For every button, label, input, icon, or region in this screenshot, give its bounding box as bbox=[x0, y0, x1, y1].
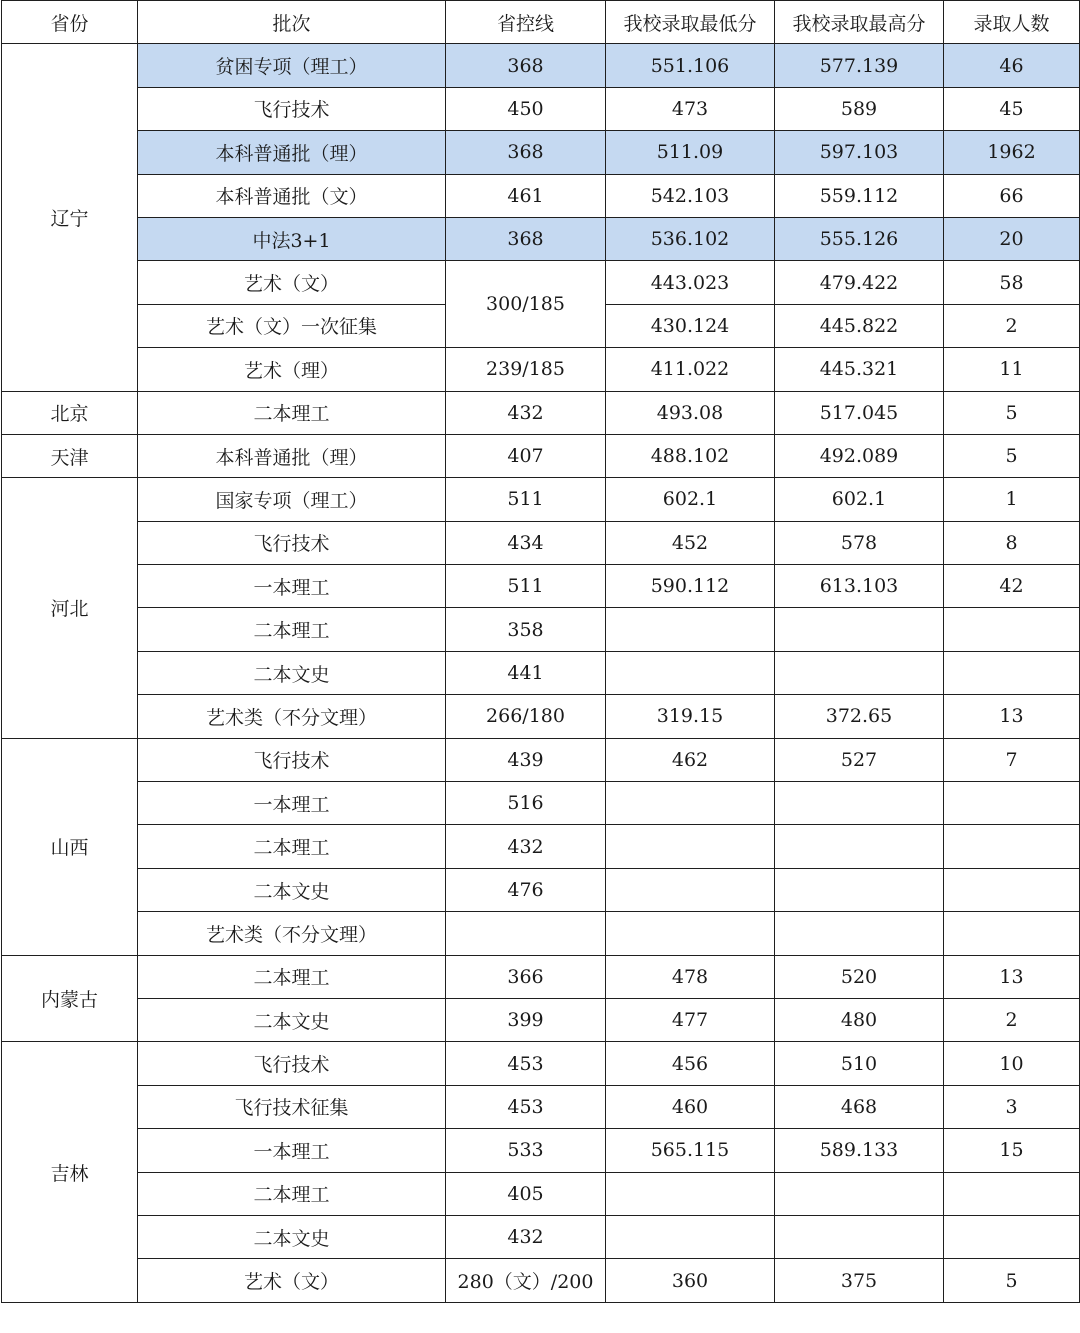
cell-batch: 飞行技术征集 bbox=[138, 1085, 446, 1128]
cell-control-line: 399 bbox=[446, 998, 606, 1041]
cell-admitted-count: 7 bbox=[944, 738, 1080, 781]
cell-max-score bbox=[775, 825, 944, 868]
cell-batch: 飞行技术 bbox=[138, 1042, 446, 1085]
cell-admitted-count: 10 bbox=[944, 1042, 1080, 1085]
table-row bbox=[2, 912, 1080, 955]
cell-control-line: 368 bbox=[446, 217, 606, 260]
cell-control-line bbox=[446, 912, 606, 955]
cell-min-score: 452 bbox=[606, 521, 775, 564]
table-row bbox=[2, 1129, 1080, 1172]
cell-province: 山西 bbox=[2, 738, 138, 955]
cell-min-score: 511.09 bbox=[606, 131, 775, 174]
cell-batch: 飞行技术 bbox=[138, 738, 446, 781]
cell-control-line: 453 bbox=[446, 1085, 606, 1128]
cell-min-score bbox=[606, 912, 775, 955]
table-row bbox=[2, 217, 1080, 260]
table-row bbox=[2, 521, 1080, 564]
cell-control-line: 368 bbox=[446, 44, 606, 87]
table-row bbox=[2, 1085, 1080, 1128]
cell-max-score: 589 bbox=[775, 87, 944, 130]
cell-max-score bbox=[775, 608, 944, 651]
cell-batch: 飞行技术 bbox=[138, 87, 446, 130]
header-province: 省份 bbox=[2, 1, 138, 44]
cell-province: 北京 bbox=[2, 391, 138, 434]
table-row bbox=[2, 174, 1080, 217]
cell-max-score: 445.321 bbox=[775, 348, 944, 391]
table-body bbox=[2, 44, 1080, 1302]
cell-min-score bbox=[606, 782, 775, 825]
table-row bbox=[2, 1259, 1080, 1302]
table-row bbox=[2, 1172, 1080, 1215]
table-row bbox=[2, 131, 1080, 174]
table-row bbox=[2, 782, 1080, 825]
cell-batch: 艺术类（不分文理） bbox=[138, 912, 446, 955]
cell-max-score: 517.045 bbox=[775, 391, 944, 434]
cell-min-score bbox=[606, 608, 775, 651]
cell-admitted-count bbox=[944, 1215, 1080, 1258]
cell-admitted-count: 66 bbox=[944, 174, 1080, 217]
cell-min-score: 319.15 bbox=[606, 695, 775, 738]
cell-max-score bbox=[775, 651, 944, 694]
cell-batch: 二本理工 bbox=[138, 825, 446, 868]
table-row bbox=[2, 44, 1080, 87]
cell-admitted-count: 45 bbox=[944, 87, 1080, 130]
cell-control-line: 432 bbox=[446, 825, 606, 868]
cell-admitted-count bbox=[944, 651, 1080, 694]
cell-max-score: 597.103 bbox=[775, 131, 944, 174]
cell-min-score: 551.106 bbox=[606, 44, 775, 87]
cell-min-score: 411.022 bbox=[606, 348, 775, 391]
cell-min-score: 590.112 bbox=[606, 565, 775, 608]
cell-max-score bbox=[775, 1215, 944, 1258]
cell-min-score: 477 bbox=[606, 998, 775, 1041]
cell-max-score: 492.089 bbox=[775, 434, 944, 477]
cell-admitted-count: 5 bbox=[944, 1259, 1080, 1302]
table-row bbox=[2, 868, 1080, 911]
table-row bbox=[2, 998, 1080, 1041]
cell-min-score: 542.103 bbox=[606, 174, 775, 217]
cell-control-line: 432 bbox=[446, 391, 606, 434]
cell-admitted-count bbox=[944, 868, 1080, 911]
header-admitted-count: 录取人数 bbox=[944, 1, 1080, 44]
cell-control-line: 516 bbox=[446, 782, 606, 825]
cell-max-score: 613.103 bbox=[775, 565, 944, 608]
cell-max-score: 602.1 bbox=[775, 478, 944, 521]
cell-max-score: 480 bbox=[775, 998, 944, 1041]
cell-province: 内蒙古 bbox=[2, 955, 138, 1042]
cell-admitted-count: 15 bbox=[944, 1129, 1080, 1172]
header-batch: 批次 bbox=[138, 1, 446, 44]
cell-batch: 国家专项（理工） bbox=[138, 478, 446, 521]
cell-admitted-count: 58 bbox=[944, 261, 1080, 304]
cell-admitted-count: 2 bbox=[944, 304, 1080, 347]
cell-min-score: 488.102 bbox=[606, 434, 775, 477]
cell-control-line: 405 bbox=[446, 1172, 606, 1215]
cell-admitted-count: 11 bbox=[944, 348, 1080, 391]
cell-max-score: 527 bbox=[775, 738, 944, 781]
table-row bbox=[2, 1042, 1080, 1085]
cell-admitted-count: 5 bbox=[944, 391, 1080, 434]
table-row bbox=[2, 651, 1080, 694]
cell-control-line: 239/185 bbox=[446, 348, 606, 391]
cell-control-line: 432 bbox=[446, 1215, 606, 1258]
cell-admitted-count bbox=[944, 912, 1080, 955]
admission-scores-table bbox=[1, 0, 1080, 1303]
cell-min-score bbox=[606, 1172, 775, 1215]
header-min-score: 我校录取最低分 bbox=[606, 1, 775, 44]
cell-admitted-count: 1 bbox=[944, 478, 1080, 521]
cell-min-score: 602.1 bbox=[606, 478, 775, 521]
cell-max-score: 555.126 bbox=[775, 217, 944, 260]
cell-min-score: 360 bbox=[606, 1259, 775, 1302]
table-row bbox=[2, 695, 1080, 738]
cell-min-score: 478 bbox=[606, 955, 775, 998]
header-control-line: 省控线 bbox=[446, 1, 606, 44]
cell-control-line: 511 bbox=[446, 565, 606, 608]
header-row bbox=[2, 1, 1080, 44]
cell-max-score bbox=[775, 1172, 944, 1215]
cell-batch: 一本理工 bbox=[138, 782, 446, 825]
cell-admitted-count: 20 bbox=[944, 217, 1080, 260]
cell-admitted-count: 1962 bbox=[944, 131, 1080, 174]
cell-batch: 艺术（文） bbox=[138, 1259, 446, 1302]
cell-control-line: 368 bbox=[446, 131, 606, 174]
cell-admitted-count bbox=[944, 1172, 1080, 1215]
cell-min-score: 430.124 bbox=[606, 304, 775, 347]
cell-max-score: 372.65 bbox=[775, 695, 944, 738]
cell-min-score bbox=[606, 651, 775, 694]
cell-control-line: 280（文）/200 bbox=[446, 1259, 606, 1302]
cell-batch: 二本理工 bbox=[138, 1172, 446, 1215]
table-row bbox=[2, 955, 1080, 998]
cell-province: 河北 bbox=[2, 478, 138, 738]
cell-min-score bbox=[606, 868, 775, 911]
cell-control-line: 300/185 bbox=[446, 261, 606, 348]
cell-control-line: 476 bbox=[446, 868, 606, 911]
cell-batch: 二本理工 bbox=[138, 955, 446, 998]
cell-batch: 一本理工 bbox=[138, 1129, 446, 1172]
cell-batch: 本科普通批（理） bbox=[138, 131, 446, 174]
table-row bbox=[2, 348, 1080, 391]
cell-control-line: 358 bbox=[446, 608, 606, 651]
cell-min-score: 460 bbox=[606, 1085, 775, 1128]
cell-admitted-count: 2 bbox=[944, 998, 1080, 1041]
cell-control-line: 450 bbox=[446, 87, 606, 130]
cell-batch: 艺术类（不分文理） bbox=[138, 695, 446, 738]
cell-admitted-count: 42 bbox=[944, 565, 1080, 608]
table-row bbox=[2, 434, 1080, 477]
cell-province: 天津 bbox=[2, 434, 138, 477]
cell-batch: 飞行技术 bbox=[138, 521, 446, 564]
cell-batch: 艺术（理） bbox=[138, 348, 446, 391]
cell-min-score: 456 bbox=[606, 1042, 775, 1085]
cell-batch: 中法3+1 bbox=[138, 217, 446, 260]
cell-max-score: 578 bbox=[775, 521, 944, 564]
table-row bbox=[2, 1215, 1080, 1258]
cell-control-line: 453 bbox=[446, 1042, 606, 1085]
cell-max-score: 375 bbox=[775, 1259, 944, 1302]
table-row bbox=[2, 391, 1080, 434]
cell-min-score: 536.102 bbox=[606, 217, 775, 260]
cell-admitted-count bbox=[944, 782, 1080, 825]
table-row bbox=[2, 87, 1080, 130]
cell-max-score bbox=[775, 912, 944, 955]
cell-control-line: 511 bbox=[446, 478, 606, 521]
cell-province: 辽宁 bbox=[2, 44, 138, 391]
table-row bbox=[2, 565, 1080, 608]
cell-batch: 一本理工 bbox=[138, 565, 446, 608]
cell-admitted-count: 5 bbox=[944, 434, 1080, 477]
cell-batch: 二本理工 bbox=[138, 608, 446, 651]
cell-admitted-count bbox=[944, 825, 1080, 868]
cell-batch: 贫困专项（理工） bbox=[138, 44, 446, 87]
cell-batch: 二本文史 bbox=[138, 998, 446, 1041]
cell-batch: 二本文史 bbox=[138, 651, 446, 694]
cell-control-line: 366 bbox=[446, 955, 606, 998]
cell-max-score: 559.112 bbox=[775, 174, 944, 217]
cell-max-score: 520 bbox=[775, 955, 944, 998]
cell-min-score: 473 bbox=[606, 87, 775, 130]
cell-admitted-count: 13 bbox=[944, 955, 1080, 998]
cell-max-score: 510 bbox=[775, 1042, 944, 1085]
cell-batch: 本科普通批（文） bbox=[138, 174, 446, 217]
cell-min-score: 462 bbox=[606, 738, 775, 781]
cell-min-score: 565.115 bbox=[606, 1129, 775, 1172]
cell-control-line: 434 bbox=[446, 521, 606, 564]
cell-max-score: 589.133 bbox=[775, 1129, 944, 1172]
table-row bbox=[2, 261, 1080, 304]
cell-batch: 二本文史 bbox=[138, 1215, 446, 1258]
cell-min-score: 493.08 bbox=[606, 391, 775, 434]
cell-min-score bbox=[606, 1215, 775, 1258]
cell-batch: 二本理工 bbox=[138, 391, 446, 434]
cell-max-score bbox=[775, 782, 944, 825]
cell-batch: 二本文史 bbox=[138, 868, 446, 911]
cell-province: 吉林 bbox=[2, 1042, 138, 1302]
cell-min-score: 443.023 bbox=[606, 261, 775, 304]
table-row bbox=[2, 608, 1080, 651]
header-max-score: 我校录取最高分 bbox=[775, 1, 944, 44]
cell-max-score: 468 bbox=[775, 1085, 944, 1128]
cell-control-line: 439 bbox=[446, 738, 606, 781]
cell-control-line: 461 bbox=[446, 174, 606, 217]
cell-batch: 艺术（文）一次征集 bbox=[138, 304, 446, 347]
table-row bbox=[2, 478, 1080, 521]
table-row bbox=[2, 738, 1080, 781]
cell-admitted-count: 3 bbox=[944, 1085, 1080, 1128]
cell-max-score: 577.139 bbox=[775, 44, 944, 87]
cell-control-line: 533 bbox=[446, 1129, 606, 1172]
cell-control-line: 407 bbox=[446, 434, 606, 477]
cell-batch: 艺术（文） bbox=[138, 261, 446, 304]
cell-min-score bbox=[606, 825, 775, 868]
cell-admitted-count: 8 bbox=[944, 521, 1080, 564]
cell-admitted-count bbox=[944, 608, 1080, 651]
cell-admitted-count: 46 bbox=[944, 44, 1080, 87]
cell-control-line: 441 bbox=[446, 651, 606, 694]
cell-max-score: 445.822 bbox=[775, 304, 944, 347]
table-row bbox=[2, 825, 1080, 868]
cell-max-score bbox=[775, 868, 944, 911]
cell-batch: 本科普通批（理） bbox=[138, 434, 446, 477]
cell-max-score: 479.422 bbox=[775, 261, 944, 304]
cell-admitted-count: 13 bbox=[944, 695, 1080, 738]
cell-control-line: 266/180 bbox=[446, 695, 606, 738]
